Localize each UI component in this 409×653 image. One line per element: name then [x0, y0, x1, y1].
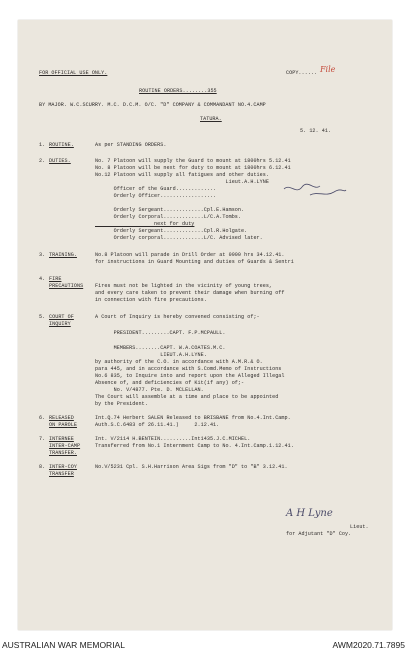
item-heading: COURT OF [49, 314, 74, 320]
item-line: Orderly Corporal.............L/C.A.Tombs. [95, 214, 242, 220]
copy-label: COPY...... [286, 70, 318, 76]
item-number: 8. [39, 464, 46, 470]
issuing-officer-line: BY MAJOR. W.C.SCURRY. M.C. D.C.M. O/C. "D" COMPANY & COMMANDANT NO.4.CAMP [39, 102, 266, 108]
item-heading: TRANSFER. [49, 450, 77, 456]
official-use-label: FOR OFFICIAL USE ONLY. [39, 70, 108, 76]
item-line: Orderly Sergeant.............Cpl.E.Hamson. [95, 207, 245, 213]
item-line: Fires must not be lighted in the vicinity of young trees, [95, 283, 273, 289]
item-line: by authority of the C.O. in accordance with A.M.R.& O. [95, 359, 263, 365]
item-line: The Court will assemble at a time and place to be appointed [95, 394, 279, 400]
item-line: PRESIDENT.........CAPT. F.P.MCPAULL. [95, 330, 226, 336]
item-line: No. 7 Platoon will supply the Guard to mount at 1800hrs 5.12.41 [95, 158, 291, 164]
item-heading: ROUTINE. [49, 142, 74, 148]
item-line: No.V/5231 Cpl. S.H.Harrison Area Sigs from "D" to "B" 3.12.41. [95, 464, 288, 470]
handwritten-signature: A H Lyne [286, 508, 333, 519]
item-line: Absence of, and deficiencies of Kit(if any) of;- [95, 380, 245, 386]
item-line: MEMBERS........CAPT. W.A.COATES.M.C. [95, 345, 226, 351]
item-line: No.8 Platoon will parade in Drill Order at 0900 hrs 34.12.41. [95, 252, 285, 258]
routine-orders-document [18, 20, 392, 630]
item-line: No.12 Platoon will supply all fatigues and other duties. [95, 172, 269, 178]
archive-name: AUSTRALIAN WAR MEMORIAL [2, 640, 125, 650]
item-line: for instructions in Guard Mounting and duties of Guards & Sentri [95, 259, 294, 265]
item-heading: FIRE [49, 276, 62, 282]
item-number: 7. [39, 436, 46, 442]
item-heading: INQUIRY [49, 321, 71, 327]
handwritten-initials-mark [280, 181, 350, 201]
item-heading: RELEASED [49, 415, 74, 421]
archive-footer [0, 637, 409, 653]
item-line: Int. V/2114 H.BENTEIN..........Int1435.J.C.MICHEL. [95, 436, 251, 442]
item-heading: PRECAUTIONS [49, 283, 84, 289]
copy-handwritten-note: File [320, 65, 336, 74]
item-line: Int.Q.74 Herbert SALEN Released to BRISBANE from No.4.Int.Camp. [95, 415, 291, 421]
item-line: Transferred from No.1 Internment Camp to No. 4.Int.Camp.1.12.41. [95, 443, 294, 449]
item-line: No. 8 Platoon will be next for duty to mount at 1800hrs 6.12.41 [95, 165, 291, 171]
item-line: Officer of the Guard............. [95, 186, 217, 192]
item-number: 4. [39, 276, 46, 282]
item-number: 6. [39, 415, 46, 421]
document-sheet [18, 20, 392, 630]
routine-orders-heading: ROUTINE ORDERS........355 [139, 88, 217, 94]
item-line: and every care taken to prevent their damage when burning off [95, 290, 285, 296]
item-number: 3. [39, 252, 46, 258]
item-line: Lieut.A.H.LYNE [95, 179, 269, 185]
item-line: next for duty [95, 221, 195, 227]
item-heading: INTER-CAMP [49, 443, 81, 449]
order-date: 5. 12. 41. [300, 128, 332, 134]
signatory-role: for Adjutant "D" Coy. [286, 531, 352, 537]
item-line: para 445, and in accordance with S.Comd.Memo of Instructions [95, 366, 282, 372]
item-line: Auth.S.C.6483 of 26.11.41.) 2.12.41. [95, 422, 220, 428]
item-heading: DUTIES. [49, 158, 71, 164]
item-line: Orderly Officer.................. [95, 193, 217, 199]
item-line: No. V/4877. Pte. D. MCLELLAN. [95, 387, 204, 393]
signatory-rank: Lieut. [350, 524, 369, 530]
item-line: Orderly corporal.............L/C. Advised later. [95, 235, 263, 241]
item-heading: INTER-COY [49, 464, 77, 470]
item-heading: INTERNEE [49, 436, 74, 442]
item-line: LIEUT.A.H.LYNE. [95, 352, 207, 358]
item-heading: ON PAROLE [49, 422, 77, 428]
item-line: by the President. [95, 401, 148, 407]
item-heading: TRANSFER [49, 471, 74, 477]
item-heading: TRAINING. [49, 252, 77, 258]
item-number: 1. [39, 142, 46, 148]
archive-reference: AWM2020.71.7895 [332, 640, 405, 650]
place-line: TATURA. [200, 116, 222, 122]
item-number: 2. [39, 158, 46, 164]
item-line: As per STANDING ORDERS. [95, 142, 167, 148]
item-line: No.6 835, to Inquire into and report upon the Alleged Illegal [95, 373, 285, 379]
item-line: Orderly Sergeant.............Cpl.R.Holgate. [95, 228, 248, 234]
item-number: 5. [39, 314, 46, 320]
item-line: in connection with fire precautions. [95, 297, 207, 303]
item-line: A Court of Inquiry is hereby convened consisting of;- [95, 314, 260, 320]
